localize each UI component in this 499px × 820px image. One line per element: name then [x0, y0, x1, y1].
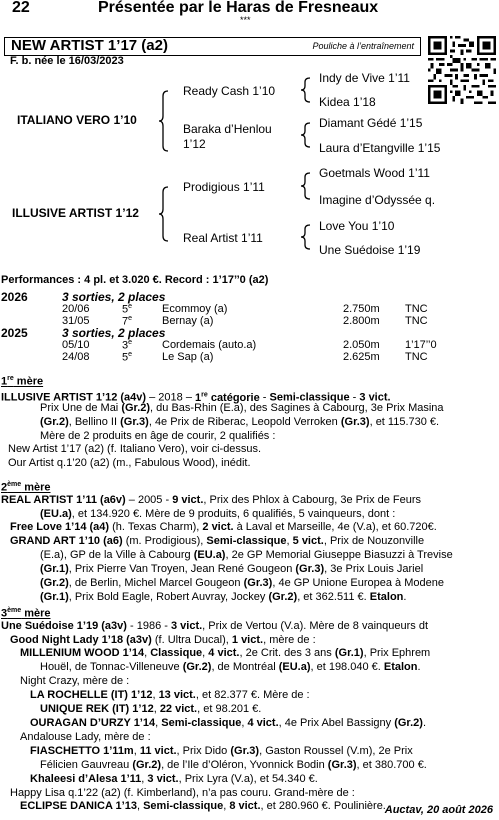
- mere3-line: Andalouse Lady, mère de :: [20, 731, 151, 743]
- race-date: 31/05: [62, 315, 90, 327]
- mere3-line: Good Night Lady 1’18 (a3v) (f. Ultra Ducal), 1 vict., mère de :: [10, 634, 316, 646]
- brace-sire: [158, 90, 170, 152]
- mere1-line: New Artist 1’17 (a2) (f. Italiano Vero), voir ci-dessus.: [8, 443, 262, 455]
- year-summary: 3 sorties, 2 places: [62, 290, 166, 304]
- horse-name: NEW ARTIST 1’17 (a2): [11, 37, 168, 54]
- mere2-line: (Gr.1), Prix Pierre Van Troyen, Jean René Gougeon (Gr.3), 3e Prix Louis Jariel: [40, 563, 424, 575]
- mere1-line: Mère de 2 produits en âge de courir, 2 qualifiés :: [40, 430, 276, 442]
- lot-number: 22: [12, 0, 30, 16]
- mere1-line: Prix Une de Mai (Gr.2), du Bas-Rhin (E.a), des Sagines à Cabourg, 3e Prix Masina: [40, 402, 444, 414]
- title-stars: ***: [240, 15, 251, 25]
- mere3-line: Une Suédoise 1’19 (a3v) - 1986 - 3 vict., Prix de Vertou (V.a). Mère de 8 vainqueurs dt: [1, 620, 428, 632]
- pedigree-dam: ILLUSIVE ARTIST 1’12: [12, 206, 139, 220]
- page-title: Présentée par le Haras de Fresneaux: [98, 0, 379, 16]
- mere3-line: Happy Lisa q.1’22 (a2) (f. Kimberland), n’a pas couru. Grand-mère de :: [10, 787, 355, 799]
- race-name: Le Sap (a): [162, 351, 214, 363]
- mere2-line: (EU.a), et 134.920 €. Mère de 9 produits, 6 qualifiés, 5 vainqueurs, dont :: [40, 508, 396, 520]
- race-place: 3e: [122, 339, 133, 352]
- pedigree-dam-dam-dam: Une Suédoise 1’19: [319, 243, 421, 257]
- section-title-mere3: 3ème mère: [1, 607, 51, 620]
- race-place: 5e: [122, 351, 133, 364]
- pedigree-sire-sire-dam: Kidea 1’18: [319, 95, 376, 109]
- pedigree-sire-dam: Baraka d’Henlou: [183, 122, 272, 136]
- brace-ss: [300, 77, 312, 103]
- pedigree-sire-sire-sire: Indy de Vive 1’11: [319, 71, 410, 85]
- race-date: 24/08: [62, 351, 90, 363]
- mere3-line: Houël, de Tonnac-Villeneuve (Gr.2), de Montréal (EU.a), et 198.040 €. Etalon.: [40, 661, 421, 673]
- mere2-line: (Gr.1), Prix Bold Eagle, Robert Auvray, Jockey (Gr.2), et 362.511 €. Etalon.: [40, 591, 407, 603]
- race-name: Bernay (a): [162, 315, 214, 327]
- race-time: 1’17’’0: [405, 339, 437, 351]
- mere3-line: UNIQUE REK (IT) 1’12, 22 vict., et 98.201 €.: [40, 703, 262, 715]
- race-time: TNC: [405, 315, 428, 327]
- race-name: Cordemais (auto.a): [162, 339, 257, 351]
- pedigree-dam-sire-sire: Goetmals Wood 1’11: [319, 166, 430, 180]
- brace-dd: [300, 224, 312, 250]
- section-title-mere2: 2ème mère: [1, 481, 51, 494]
- race-time: TNC: [405, 351, 428, 363]
- brace-ds: [300, 172, 312, 200]
- pedigree-sire-sire: Ready Cash 1’10: [183, 84, 276, 98]
- mere3-line: FIASCHETTO 1’11m, 11 vict., Prix Dido (Gr.3), Gaston Roussel (V.m), 2e Prix: [30, 745, 413, 757]
- race-place: 5e: [122, 303, 133, 316]
- race-distance: 2.750m: [343, 303, 380, 315]
- mere2-line: GRAND ART 1’10 (a6) (m. Prodigious), Semi-classique, 5 vict., Prix de Nouzonville: [10, 535, 425, 547]
- mere3-line: ECLIPSE DANICA 1’13, Semi-classique, 8 vict., et 280.960 €. Poulinière.: [20, 800, 386, 812]
- race-date: 20/06: [62, 303, 90, 315]
- mere3-line: Night Crazy, mère de :: [20, 675, 130, 687]
- race-distance: 2.800m: [343, 315, 380, 327]
- race-date: 05/10: [62, 339, 90, 351]
- horse-name-box: [4, 37, 421, 56]
- race-place: 7e: [122, 315, 133, 328]
- brace-sd: [300, 122, 312, 148]
- mere1-line: Our Artist q.1’20 (a2) (m., Fabulous Wood), inédit.: [8, 457, 251, 469]
- race-time: TNC: [405, 303, 428, 315]
- mere3-line: LA ROCHELLE (IT) 1’12, 13 vict., et 82.377 €. Mère de :: [30, 689, 310, 701]
- section-title-mere1: 1re mère: [1, 375, 44, 388]
- race-name: Ecommoy (a): [162, 303, 228, 315]
- pedigree-sire: ITALIANO VERO 1’10: [17, 113, 137, 127]
- mere1-line: (Gr.2), Bellino II (Gr.3), 4e Prix de Riberac, Leopold Verroken (Gr.3), et 115.730 €.: [40, 416, 440, 428]
- mere3-line: OURAGAN D’URZY 1’14, Semi-classique, 4 vict., 4e Prix Abel Bassigny (Gr.2).: [30, 717, 426, 729]
- pedigree-sire-dam-sire: Diamant Gédé 1’15: [319, 116, 423, 130]
- horse-birth: F. b. née le 16/03/2023: [10, 55, 124, 67]
- footer-date: Auctav, 20 août 2026: [384, 804, 493, 816]
- brace-dam: [158, 186, 170, 242]
- mere3-line: Félicien Gauvreau (Gr.2), de l’Ile d’Oléron, Yvonnick Bodin (Gr.3), et 380.700 €.: [40, 759, 427, 771]
- pedigree-sire-dam-dam: Laura d’Etangville 1’15: [319, 141, 441, 155]
- pedigree-sire-dam-line2: 1’12: [183, 137, 206, 151]
- mere2-line: Free Love 1’14 (a4) (h. Texas Charm), 2 vict. à Laval et Marseille, 4e (V.a), et 60.720€.: [10, 521, 437, 533]
- mere1-line: ILLUSIVE ARTIST 1’12 (a4v) – 2018 – 1re catégorie - Semi-classique - 3 vict.: [1, 391, 391, 404]
- pedigree-dam-sire-dam: Imagine d’Odyssée q.: [319, 193, 436, 207]
- year-summary: 3 sorties, 2 places: [62, 326, 166, 340]
- race-distance: 2.050m: [343, 339, 380, 351]
- pedigree-dam-sire: Prodigious 1’11: [183, 180, 265, 194]
- horse-status: Pouliche à l’entraînement: [312, 41, 414, 51]
- mere2-line: REAL ARTIST 1’11 (a6v) – 2005 - 9 vict., Prix des Phlox à Cabourg, 3e Prix de Feurs: [1, 494, 422, 506]
- year-label: 2026: [1, 290, 28, 304]
- mere2-line: (E.a), GP de la Ville à Cabourg (EU.a), 2e GP Memorial Giuseppe Biasuzzi à Trevise: [40, 549, 453, 561]
- race-distance: 2.625m: [343, 351, 380, 363]
- pedigree-dam-dam: Real Artist 1’11: [183, 231, 263, 245]
- year-label: 2025: [1, 326, 28, 340]
- qr-code-icon: [428, 36, 496, 104]
- mere3-line: Khaleesi d’Alesa 1’11, 3 vict., Prix Lyra (V.a), et 54.340 €.: [30, 773, 318, 785]
- mere2-line: (Gr.2), de Berlin, Michel Marcel Gougeon (Gr.3), 4e GP Unione Europea à Modene: [40, 577, 444, 589]
- pedigree-dam-dam-sire: Love You 1’10: [319, 219, 395, 233]
- performances-summary: Performances : 4 pl. et 3.020 €. Record : 1’17’’0 (a2): [1, 274, 269, 286]
- mere3-line: MILLENIUM WOOD 1’14, Classique, 4 vict., 2e Crit. des 3 ans (Gr.1), Prix Ephrem: [20, 647, 431, 659]
